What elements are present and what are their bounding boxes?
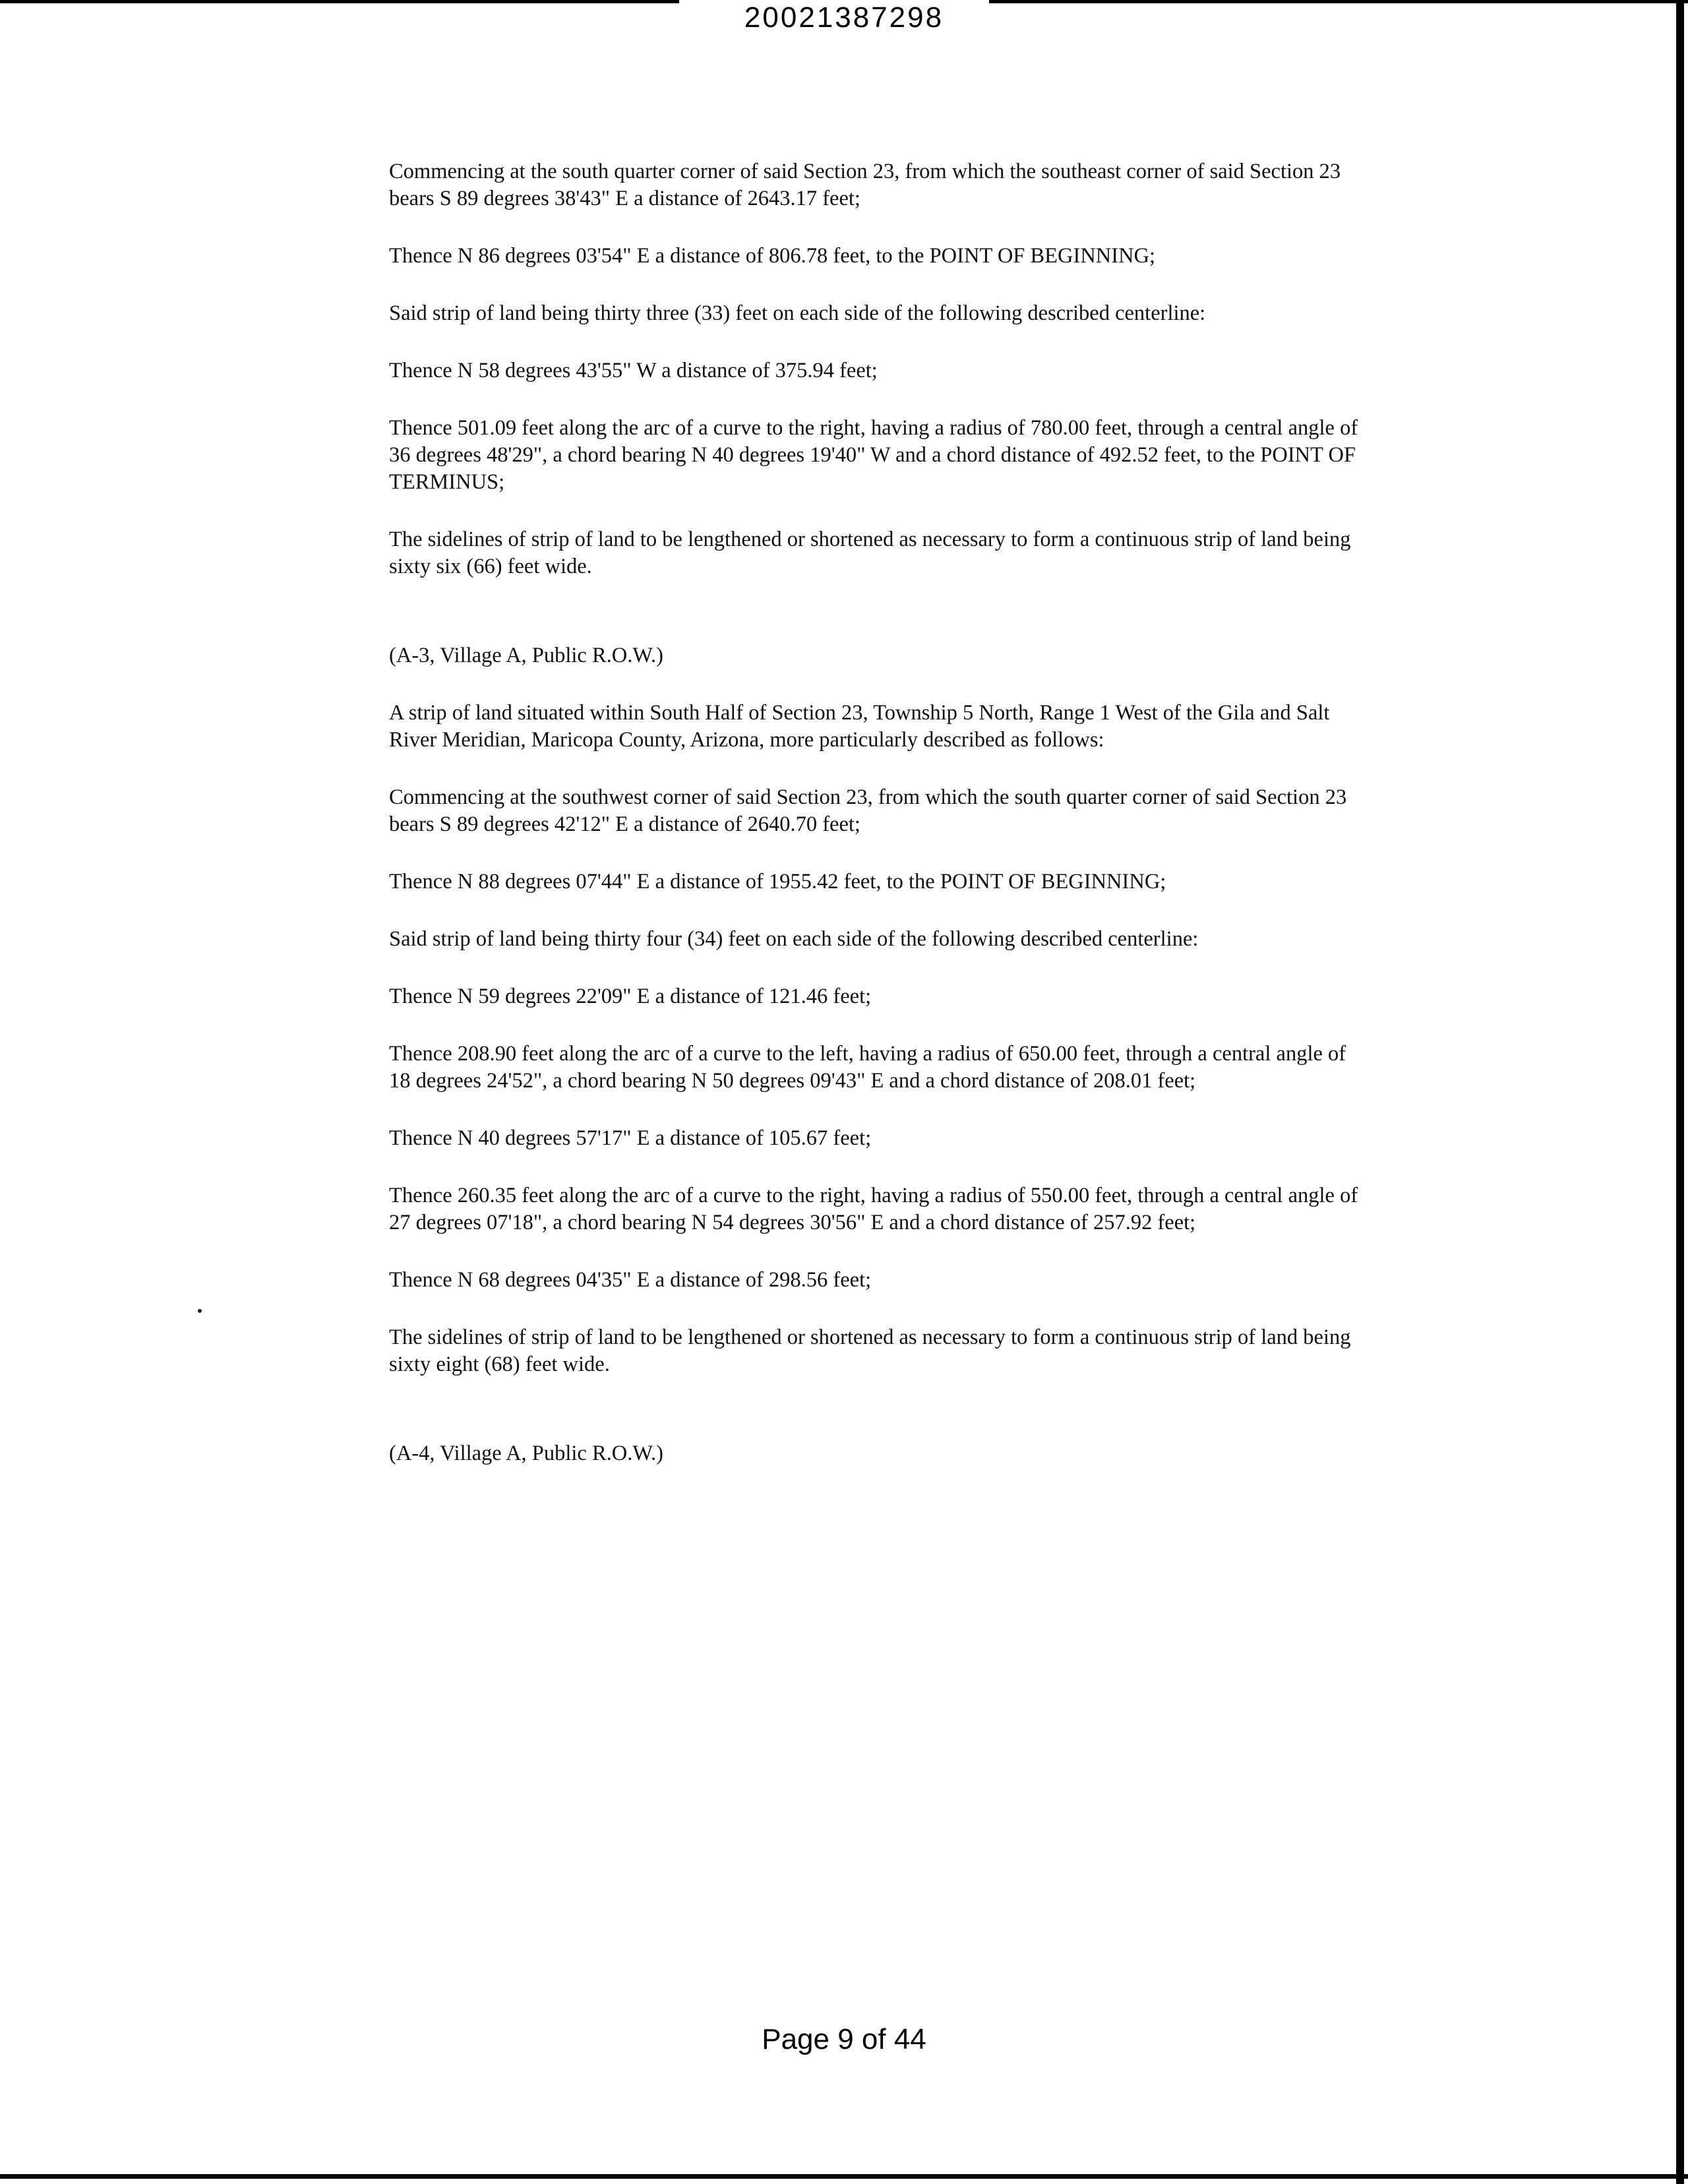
paragraph-curve-right-780: Thence 501.09 feet along the arc of a curve to the right, having a radius of 780.00 feet, through a central angle of 36 degrees 48'29", a chord bearing N 40 degrees 19'40" W and a chord distance of 492.52 feet, to the POINT OF TERMINUS; — [389, 416, 1358, 494]
section-heading-a3: (A-3, Village A, Public R.O.W.) — [389, 644, 664, 667]
paragraph-point-of-beginning-1: Thence N 86 degrees 03'54" E a distance of 806.78 feet, to the POINT OF BEGINNING; — [389, 244, 1156, 268]
document-number: 20021387298 — [744, 1, 944, 34]
section-heading-a4: (A-4, Village A, Public R.O.W.) — [389, 1441, 664, 1465]
right-scan-edge — [1676, 0, 1684, 2184]
paragraph-curve-right-550: Thence 260.35 feet along the arc of a curve to the right, having a radius of 550.00 feet, through a central angle of 27 degrees 07'18", a chord bearing N 54 degrees 30'56" E and a chord distance of 257.92 feet; — [389, 1184, 1358, 1234]
bottom-scan-edge — [0, 2174, 1688, 2179]
paragraph-commencing-southwest: Commencing at the southwest corner of said Section 23, from which the south quarter corner of said Section 23 bears S 89 degrees 42'12" E a distance of 2640.70 feet; — [389, 785, 1347, 836]
paragraph-thence-n58: Thence N 58 degrees 43'55" W a distance of 375.94 feet; — [389, 359, 878, 382]
paragraph-sidelines-66: The sidelines of strip of land to be lengthened or shortened as necessary to form a continuous strip of land being sixty six (66) feet wide. — [389, 528, 1351, 578]
paragraph-point-of-beginning-2: Thence N 88 degrees 07'44" E a distance of 1955.42 feet, to the POINT OF BEGINNING; — [389, 870, 1166, 894]
paragraph-thence-n68: Thence N 68 degrees 04'35" E a distance of 298.56 feet; — [389, 1268, 872, 1292]
paragraph-strip-width-33: Said strip of land being thirty three (33) feet on each side of the following described centerline: — [389, 301, 1206, 325]
paragraph-thence-n59: Thence N 59 degrees 22'09" E a distance of 121.46 feet; — [389, 985, 872, 1008]
paragraph-strip-situated: A strip of land situated within South Half of Section 23, Township 5 North, Range 1 West of the Gila and Salt River Meridian, Maricopa County, Arizona, more particularly described as follows: — [389, 701, 1330, 752]
legal-description — [389, 158, 1358, 1498]
paragraph-sidelines-68: The sidelines of strip of land to be lengthened or shortened as necessary to form a continuous strip of land being sixty eight (68) feet wide. — [389, 1325, 1351, 1376]
scan-speck — [198, 1309, 202, 1313]
paragraph-commencing-south-quarter: Commencing at the south quarter corner of said Section 23, from which the southeast corner of said Section 23 bears S 89 degrees 38'43" E a distance of 2643.17 feet; — [389, 160, 1341, 210]
paragraph-strip-width-34: Said strip of land being thirty four (34) feet on each side of the following described centerline: — [389, 927, 1199, 951]
paragraph-thence-n40: Thence N 40 degrees 57'17" E a distance of 105.67 feet; — [389, 1126, 872, 1150]
paragraph-curve-left-650: Thence 208.90 feet along the arc of a curve to the left, having a radius of 650.00 feet, through a central angle of 18 degrees 24'52", a chord bearing N 50 degrees 09'43" E and a chord distance of 208.01 feet; — [389, 1042, 1346, 1093]
page-number: Page 9 of 44 — [762, 2023, 926, 2055]
